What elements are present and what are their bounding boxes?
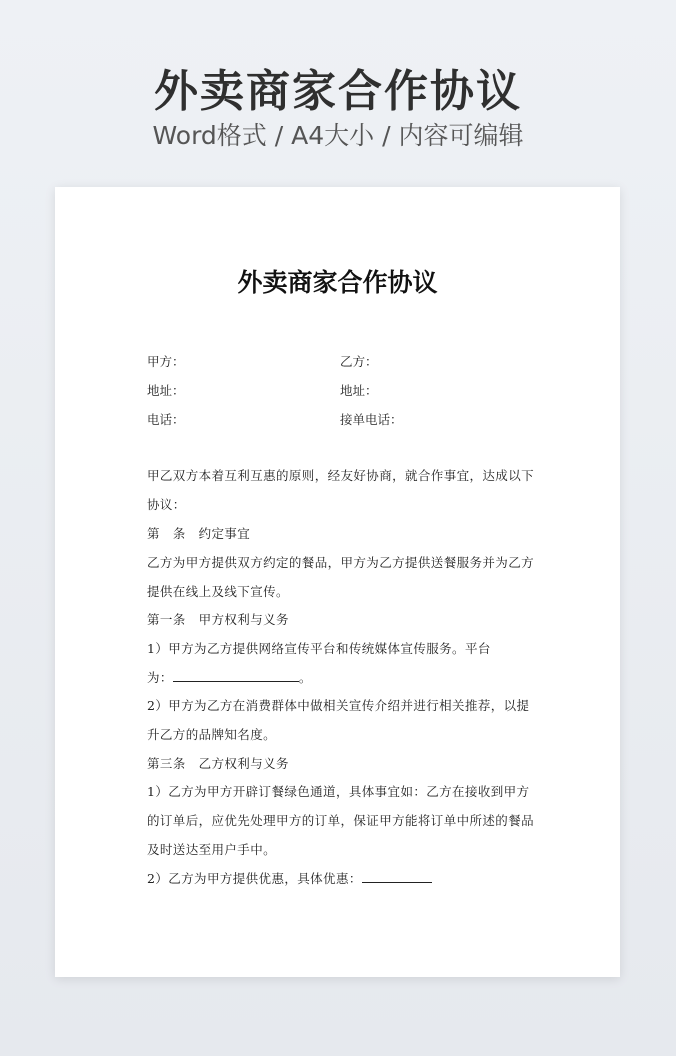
- intro-line-2: 协议：: [147, 497, 186, 512]
- platform-blank-line[interactable]: [173, 668, 299, 682]
- article-1-heading: 第 条 约定事宜: [147, 526, 251, 541]
- document-page: [55, 187, 620, 977]
- article-2-item-2-line-2: 升乙方的品牌知名度。: [147, 727, 277, 742]
- platform-suffix: 。: [298, 670, 312, 685]
- party-a-address-label: 地址：: [147, 383, 185, 398]
- party-b-order-phone-label: 接单电话：: [340, 412, 403, 427]
- article-2-heading: 第一条 甲方权利与义务: [147, 612, 289, 627]
- platform-prefix: 为：: [147, 670, 173, 685]
- article-3-item-1-line-2: 的订单后，应优先处理甲方的订单，保证甲方能将订单中所述的餐品: [147, 813, 535, 828]
- discount-blank-line[interactable]: [362, 869, 432, 883]
- party-b-address-label: 地址：: [340, 383, 378, 398]
- party-a-label: 甲方：: [147, 354, 185, 369]
- document-title: 外卖商家合作协议: [237, 268, 438, 297]
- article-3-item-1-line-1: 1）乙方为甲方开辟订餐绿色通道，具体事宜如：乙方在接收到甲方: [147, 784, 530, 799]
- article-1-line-2: 提供在线上及线下宣传。: [147, 584, 289, 599]
- article-3-item-2: [147, 869, 531, 889]
- article-2-item-2-line-1: 2）甲方为乙方在消费群体中做相关宣传介绍并进行相关推荐，以提: [147, 698, 530, 713]
- article-3-heading: 第三条 乙方权利与义务: [147, 756, 289, 771]
- intro-line-1: 甲乙双方本着互利互惠的原则，经友好协商，就合作事宜，达成以下: [147, 468, 535, 483]
- article-2-item-1-line-2: [147, 668, 531, 688]
- banner-subtitle: Word格式 / A4大小 / 内容可编辑: [152, 121, 524, 150]
- article-1-line-1: 乙方为甲方提供双方约定的餐品，甲方为乙方提供送餐服务并为乙方: [147, 555, 535, 570]
- article-2-item-1-line-1: 1）甲方为乙方提供网络宣传平台和传统媒体宣传服务。平台: [147, 641, 491, 656]
- party-b-label: 乙方：: [340, 354, 378, 369]
- discount-prefix: 2）乙方为甲方提供优惠，具体优惠：: [147, 871, 362, 886]
- party-a-phone-label: 电话：: [147, 412, 185, 427]
- banner-title: 外卖商家合作协议: [154, 66, 522, 117]
- article-3-item-1-line-3: 及时送达至用户手中。: [147, 842, 277, 857]
